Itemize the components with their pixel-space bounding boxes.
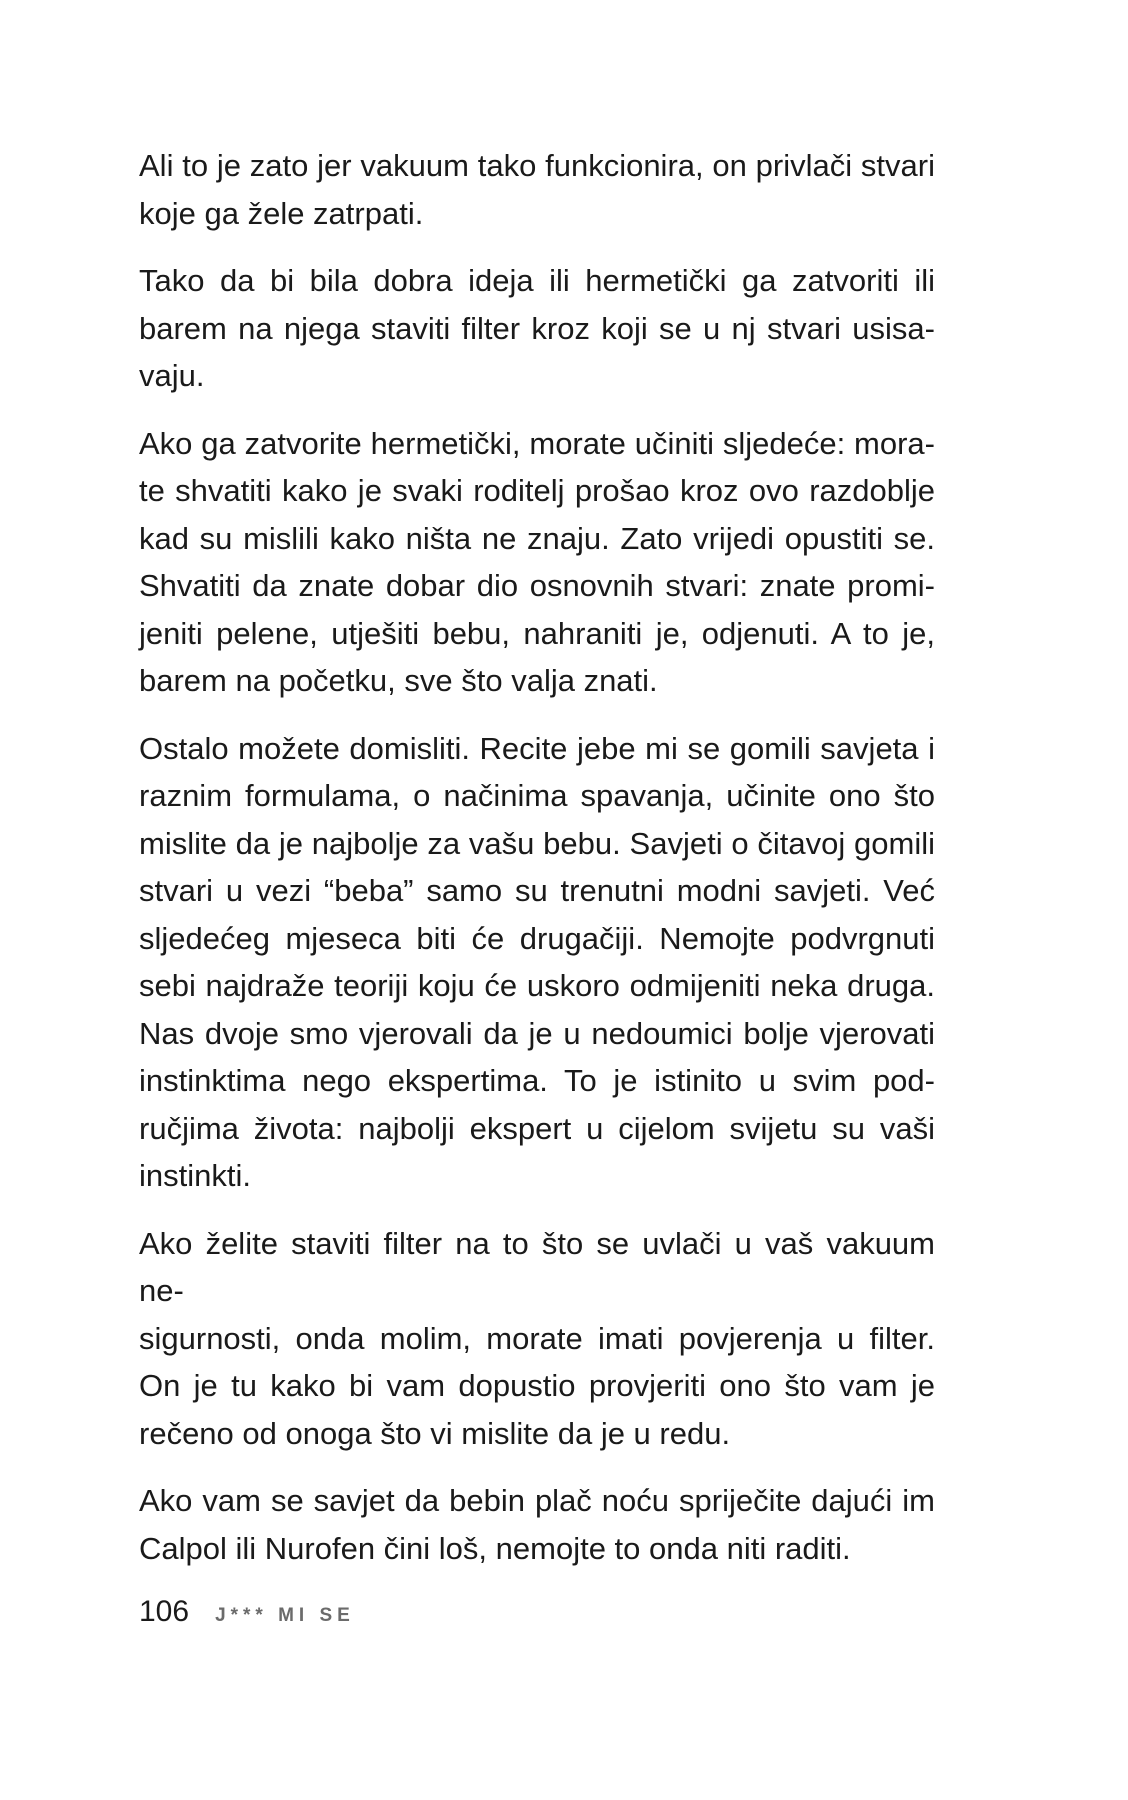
- text-line: mislite da je najbolje za vašu bebu. Savjeti o čitavoj gomili: [139, 825, 935, 861]
- text-line: stvari u vezi “beba” samo su trenutni modni savjeti. Već: [139, 873, 935, 908]
- text-line: Ostalo možete domisliti. Recite jebe mi se gomili savjeta i: [139, 730, 935, 766]
- text-line: sebi najdraže teoriji koju će uskoro odmijeniti neka druga.: [139, 968, 935, 1003]
- text-line: barem na njega staviti filter kroz koji se u nj stvari usisa-: [139, 310, 935, 346]
- text-line: kad su mislili kako ništa ne znaju. Zato vrijedi opustiti se.: [139, 520, 935, 556]
- text-line: Ako ga zatvorite hermetički, morate učiniti sljedeće: mora-: [139, 425, 935, 461]
- running-head: J*** MI SE: [215, 1605, 355, 1626]
- text-line: koje ga žele zatrpati.: [139, 195, 424, 231]
- paragraph-2: [139, 257, 935, 400]
- text-line: Ali to je zato jer vakuum tako funkcionira, on privlači stvari: [139, 148, 935, 183]
- page-body: [139, 142, 935, 1592]
- text-line: rečeno od onoga što vi mislite da je u redu.: [139, 1415, 731, 1451]
- paragraph-4: [139, 725, 935, 1200]
- paragraph-3: [139, 420, 935, 705]
- page-number: 106: [139, 1595, 190, 1628]
- page-footer: [139, 1595, 355, 1629]
- text-line: instinktima nego ekspertima. To je istinito u svim pod-: [139, 1063, 935, 1098]
- text-line: raznim formulama, o načinima spavanja, učinite ono što: [139, 778, 935, 813]
- text-line: vaju.: [139, 358, 205, 393]
- text-line: ručjima života: najbolji ekspert u cijelom svijetu su vaši: [139, 1110, 935, 1146]
- text-line: sigurnosti, onda molim, morate imati povjerenja u filter.: [139, 1320, 935, 1356]
- text-line: barem na početku, sve što valja znati.: [139, 663, 658, 698]
- text-line: te shvatiti kako je svaki roditelj prošao kroz ovo razdoblje: [139, 473, 935, 508]
- text-line: Ako želite staviti filter na to što se uvlači u vaš vakuum ne-: [139, 1225, 935, 1308]
- text-line: Shvatiti da znate dobar dio osnovnih stvari: znate promi-: [139, 568, 935, 603]
- text-line: jeniti pelene, utješiti bebu, nahraniti je, odjenuti. A to je,: [139, 615, 935, 651]
- paragraph-5: [139, 1220, 935, 1458]
- text-line: Calpol ili Nurofen čini loš, nemojte to onda niti raditi.: [139, 1530, 851, 1566]
- text-line: Tako da bi bila dobra ideja ili hermetički ga zatvoriti ili: [139, 263, 935, 298]
- paragraph-1: [139, 142, 935, 237]
- text-line: On je tu kako bi vam dopustio provjeriti ono što vam je: [139, 1368, 935, 1403]
- text-line: Nas dvoje smo vjerovali da je u nedoumici bolje vjerovati: [139, 1015, 935, 1051]
- text-line: instinkti.: [139, 1158, 251, 1193]
- text-line: sljedećeg mjeseca biti će drugačiji. Nemojte podvrgnuti: [139, 920, 935, 956]
- paragraph-6: [139, 1477, 935, 1572]
- text-line: Ako vam se savjet da bebin plač noću spriječite dajući im: [139, 1483, 935, 1518]
